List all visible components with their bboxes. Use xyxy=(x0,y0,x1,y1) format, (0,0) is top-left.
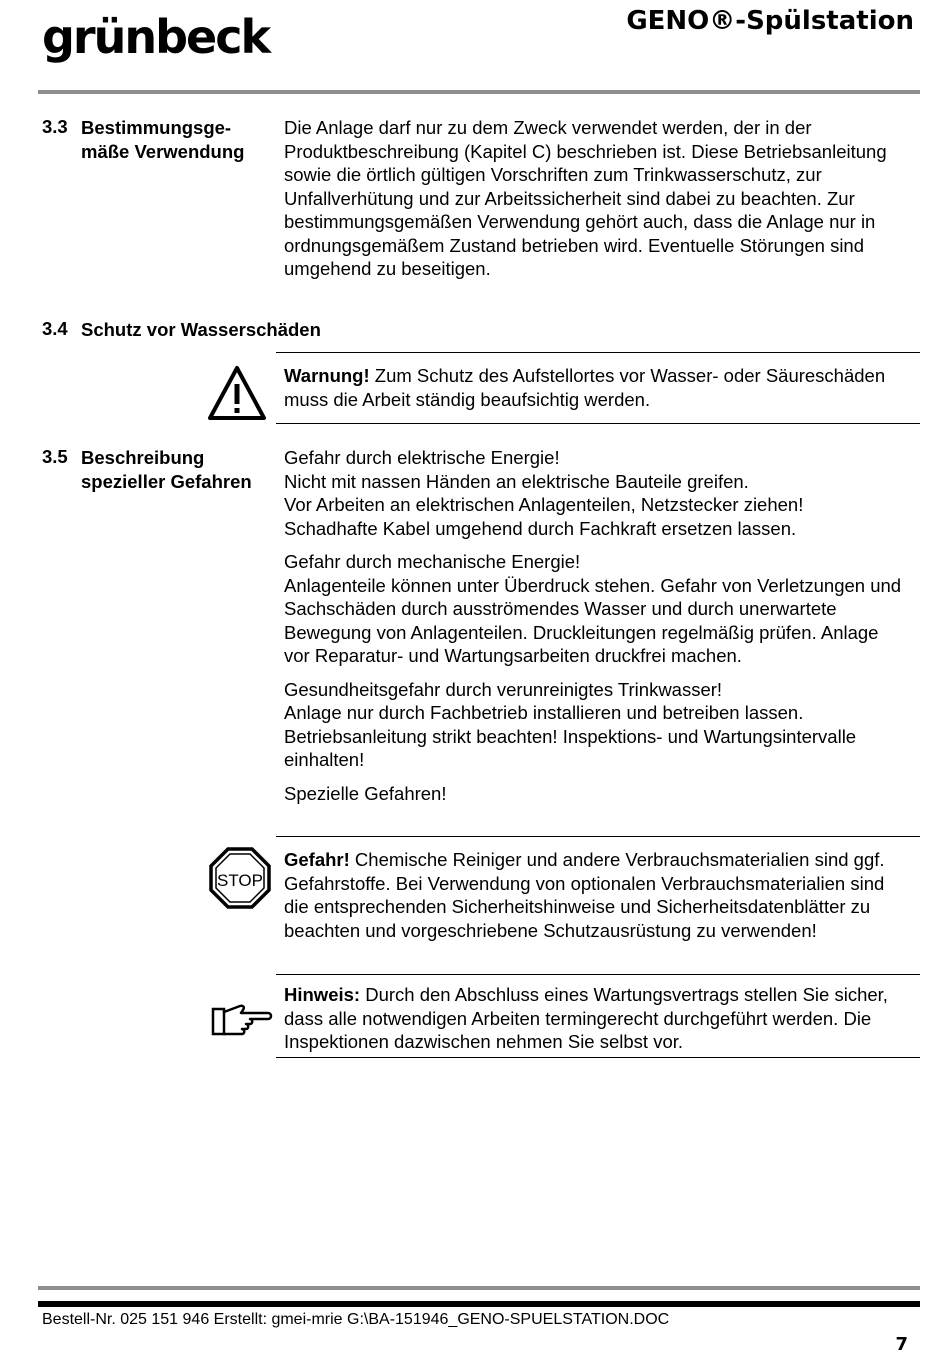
warning-note xyxy=(284,364,914,411)
text-line: Vor Arbeiten an elektrischen Anlagenteilen, Netzstecker ziehen! xyxy=(284,494,804,515)
section-title-3-4: Schutz vor Wasserschäden xyxy=(81,319,321,340)
section-title-line: Bestimmungsge- xyxy=(81,117,232,138)
section-body-3-5 xyxy=(284,446,904,815)
paragraph-mechanical xyxy=(284,550,904,668)
text-line: Gefahr durch elektrische Energie! xyxy=(284,447,560,468)
warning-text: Zum Schutz des Aufstellortes vor Wasser- oder Säureschäden muss die Arbeit ständig beaufsichtig werden. xyxy=(284,365,886,410)
section-title-3-5 xyxy=(81,446,276,493)
footer-divider-black xyxy=(38,1301,920,1307)
danger-top-rule xyxy=(276,836,920,837)
warning-bottom-rule xyxy=(276,423,920,424)
section-title-line: mäße Verwendung xyxy=(81,140,245,162)
paragraph-special: Spezielle Gefahren! xyxy=(284,782,447,804)
pointing-hand-icon xyxy=(210,1000,274,1038)
danger-text: Chemische Reiniger und andere Verbrauchsmaterialien sind ggf. Gefahrstoffe. Bei Verwendung von optionalen Verbrauchsmaterialien sind die entsprechenden Sicherheitshinweise und Sicherheitsdatenblätter zu beachten und vorgeschriebene Schutzausrüstung zu verwenden! xyxy=(284,849,885,941)
stop-sign-text: STOP xyxy=(217,871,263,890)
danger-bottom-rule xyxy=(276,974,920,975)
paragraph-health xyxy=(284,678,904,772)
paragraph-electrical xyxy=(284,446,904,540)
stop-sign-icon xyxy=(209,847,271,909)
text-line: Gefahr durch mechanische Energie! xyxy=(284,551,581,572)
header-divider xyxy=(38,90,920,94)
section-number-3-4: 3.4 xyxy=(42,318,68,339)
warning-triangle-icon xyxy=(206,364,268,422)
warning-label: Warnung! xyxy=(284,365,370,386)
paragraph: Die Anlage darf nur zu dem Zweck verwendet werden, der in der Produktbeschreibung (Kapitel C) beschrieben ist. Diese Betriebsanleitung sowie die örtlich gültigen Vorschriften zum Trinkwasserschutz, zur Unfallverhütung und zur Arbeitssicherheit sind dabei zu beachten. Zur bestimmungsgemäßen Verwendung gehört auch, dass die Anlage nur in ordnungsgemäßem Zustand betrieben wird. Eventuelle Störungen sind umgehend zu beseitigen. xyxy=(284,117,887,279)
section-number-3-3: 3.3 xyxy=(42,116,68,137)
section-number-3-5: 3.5 xyxy=(42,446,68,467)
danger-note xyxy=(284,848,912,942)
section-body-3-3 xyxy=(284,116,916,291)
brand-logo: grünbeck xyxy=(42,10,270,64)
text-line: Nicht mit nassen Händen an elektrische Bauteile greifen. xyxy=(284,470,749,492)
text-line: Schadhafte Kabel umgehend durch Fachkraft ersetzen lassen. xyxy=(284,517,797,539)
note-text: Durch den Abschluss eines Wartungsvertrags stellen Sie sicher, dass alle notwendigen Arbeiten termingerecht durchgeführt werden. Die Inspektionen dazwischen nehmen Sie selbst vor. xyxy=(284,984,888,1052)
section-title-line: spezieller Gefahren xyxy=(81,470,252,492)
footer-text: Bestell-Nr. 025 151 946 Erstellt: gmei-mrie G:\BA-151946_GENO-SPUELSTATION.DOC xyxy=(42,1311,670,1328)
warning-top-rule xyxy=(276,352,920,353)
page-number: 7 xyxy=(895,1334,908,1355)
note-bottom-rule xyxy=(276,1057,920,1058)
text-block: Anlagenteile können unter Überdruck stehen. Gefahr von Verletzungen und Sachschäden durch ausströmendes Wasser und durch unerwartete Bewegung von Anlagenteilen. Druckleitungen regelmäßig prüfen. Anlage vor Reparatur- und Wartungsarbeiten druckfrei machen. xyxy=(284,574,902,666)
info-note xyxy=(284,983,912,1054)
document-title: GENO®-Spülstation xyxy=(626,6,914,36)
section-title-3-3 xyxy=(81,116,276,163)
section-title-line: Beschreibung xyxy=(81,447,205,468)
text-line: Gesundheitsgefahr durch verunreinigtes Trinkwasser! xyxy=(284,678,723,700)
text-block: Anlage nur durch Fachbetrieb installieren und betreiben lassen. Betriebsanleitung strikt beachten! Inspektions- und Wartungsintervalle einhalten! xyxy=(284,702,857,770)
note-label: Hinweis: xyxy=(284,984,361,1005)
danger-label: Gefahr! xyxy=(284,849,350,870)
footer-divider-gray xyxy=(38,1286,920,1290)
